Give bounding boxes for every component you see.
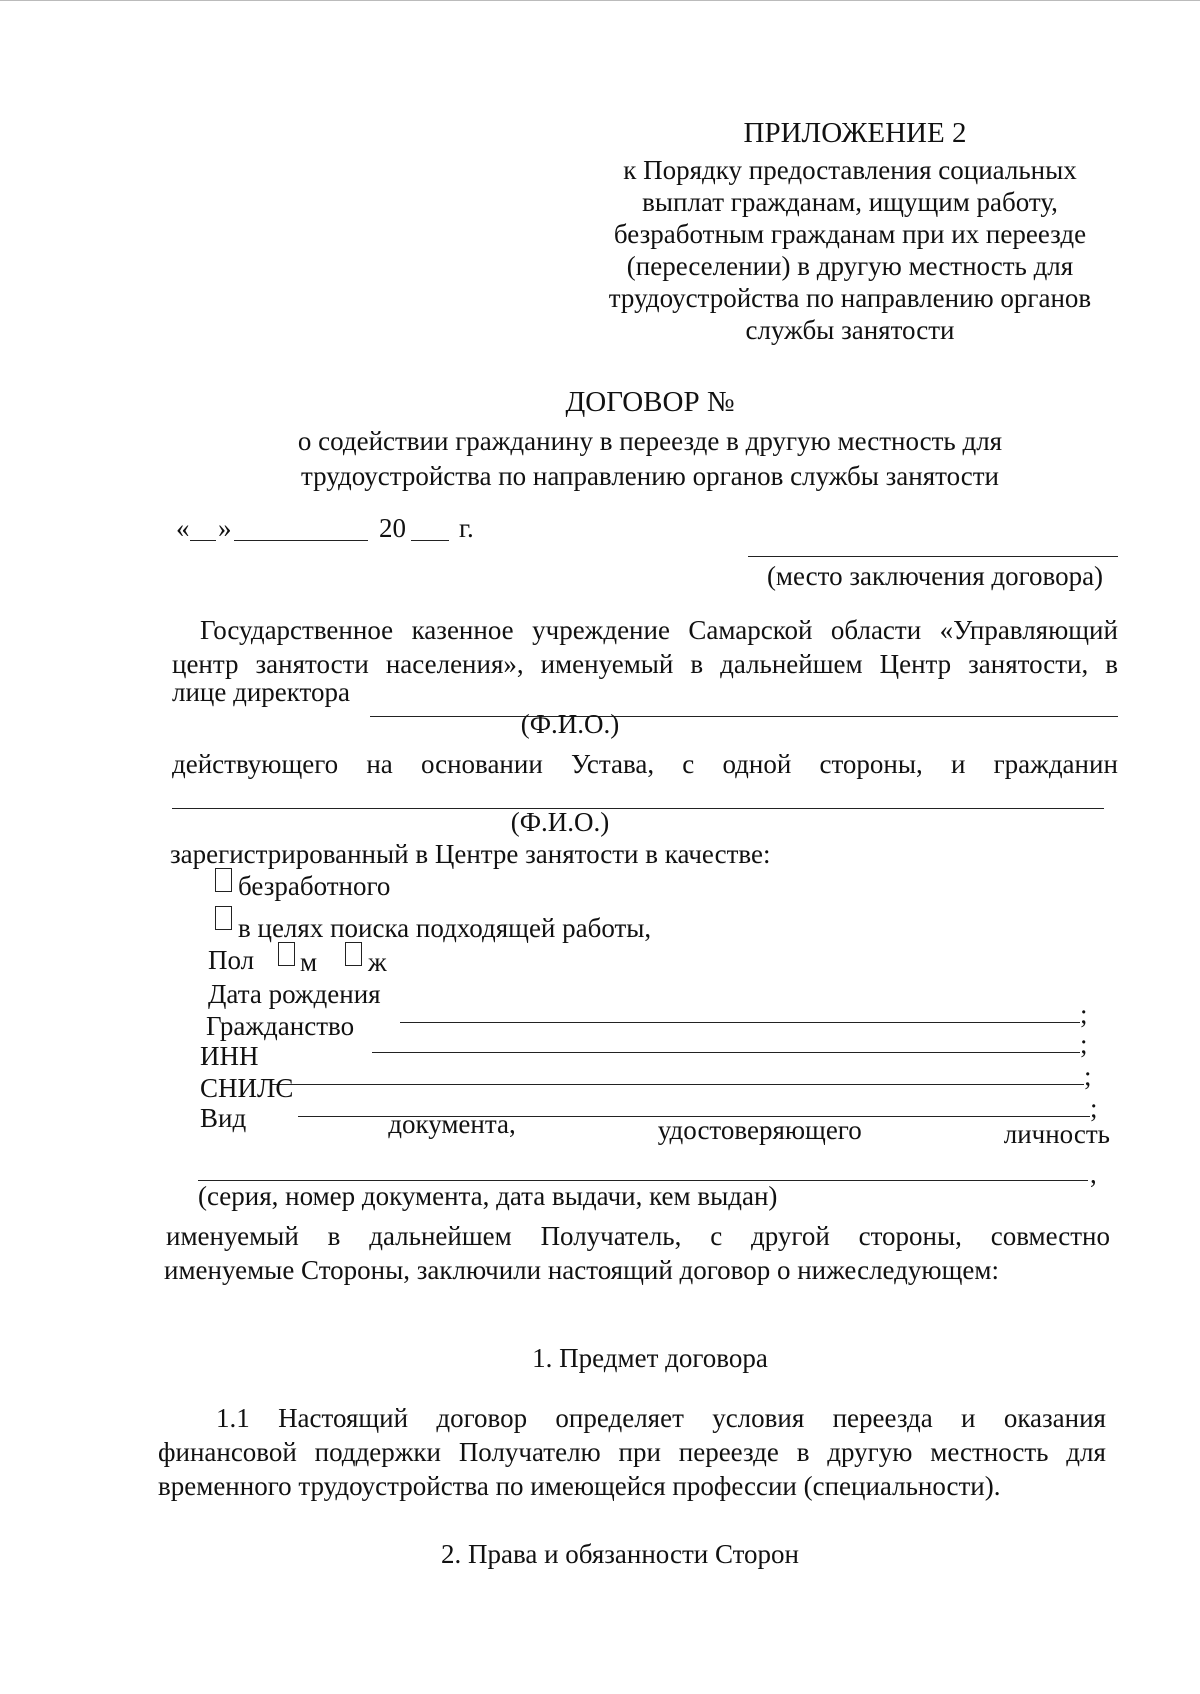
citizenship-end: ;	[1080, 1029, 1088, 1059]
word: именуемый	[166, 1221, 299, 1251]
word: центр	[172, 649, 239, 679]
inn-end: ;	[1084, 1061, 1092, 1091]
word: дальнейшем	[369, 1221, 512, 1251]
word: личность	[1003, 1119, 1110, 1149]
word: занятости,	[968, 649, 1089, 679]
parties-line-4	[172, 748, 1118, 780]
fio-caption-citizen: (Ф.И.О.)	[510, 807, 610, 837]
year-prefix: 20	[379, 513, 406, 543]
year-suffix: г.	[459, 513, 474, 543]
word: стороны,	[858, 1221, 962, 1251]
date-close-quote: »	[218, 513, 232, 543]
month-blank	[234, 540, 368, 541]
appendix-line: выплат гражданам, ищущим работу,	[642, 187, 1058, 217]
word: при	[618, 1437, 661, 1467]
citizenship-blank	[372, 1052, 1080, 1053]
word: одной	[722, 749, 792, 779]
word: удостоверяющего	[657, 1115, 862, 1145]
appendix-line: (переселении) в другую местность для	[626, 251, 1074, 281]
word: Центр	[879, 649, 952, 679]
word: Получатель,	[540, 1221, 682, 1251]
word: Государственное	[200, 615, 394, 645]
word: в	[690, 649, 704, 679]
word: документа,	[388, 1109, 516, 1139]
appendix-line: трудоустройства по направлению органов	[608, 283, 1092, 313]
snils-label: СНИЛС	[200, 1073, 294, 1103]
word: совместно	[990, 1221, 1110, 1251]
word: другой	[751, 1221, 830, 1251]
word: Самарской	[688, 615, 813, 645]
word: стороны,	[819, 749, 923, 779]
section-1-para-line-3: временного трудоустройства по имеющейся профессии (специальности).	[158, 1471, 1001, 1501]
id-doc-caption: (серия, номер документа, дата выдачи, кем выдан)	[198, 1181, 778, 1211]
word: условия	[712, 1403, 805, 1433]
word: оказания	[1003, 1403, 1106, 1433]
citizenship-label: Гражданство	[206, 1011, 355, 1041]
birth-date-blank	[400, 1022, 1080, 1023]
section-2-heading: 2. Права и обязанности Сторон	[440, 1539, 800, 1569]
id-doc-line	[200, 1103, 1110, 1149]
word: именуемый	[540, 649, 674, 679]
registered-as: зарегистрированный в Центре занятости в качестве:	[170, 839, 771, 869]
option-unemployed-label: безработного	[238, 871, 391, 901]
word: области	[830, 615, 922, 645]
checkbox-unemployed[interactable]	[215, 868, 232, 892]
word: Настоящий	[278, 1403, 409, 1433]
year-blank	[411, 540, 449, 541]
contract-subtitle-line: о содействии гражданину в переезде в другую местность для	[297, 426, 1003, 456]
word: финансовой	[158, 1437, 297, 1467]
sex-label: Пол	[208, 945, 255, 975]
fio-caption-director: (Ф.И.О.)	[520, 709, 620, 739]
word: в	[327, 1221, 341, 1251]
word: в	[796, 1437, 810, 1467]
word: гражданин	[993, 749, 1118, 779]
word: на	[366, 749, 393, 779]
place-caption: (место заключения договора)	[766, 561, 1104, 591]
word: 1.1	[216, 1403, 250, 1433]
place-blank	[748, 556, 1118, 557]
appendix-line: безработным гражданам при их переезде	[613, 219, 1087, 249]
word: Вид	[200, 1103, 247, 1133]
word: основании	[420, 749, 543, 779]
checkbox-sex-male[interactable]	[278, 942, 295, 966]
closing-line-1	[166, 1220, 1110, 1252]
word: для	[1066, 1437, 1106, 1467]
director-label: лице директора	[172, 677, 350, 707]
inn-label: ИНН	[200, 1041, 259, 1071]
date-open-quote: «	[176, 513, 190, 543]
snils-end: ;	[1090, 1093, 1098, 1123]
checkbox-job-search[interactable]	[215, 906, 232, 930]
day-blank	[190, 540, 216, 541]
contract-subtitle-line: трудоустройства по направлению органов службы занятости	[300, 461, 1000, 491]
birth-date-label: Дата рождения	[208, 979, 381, 1009]
word: в	[1105, 649, 1118, 679]
appendix-line: к Порядку предоставления социальных	[623, 155, 1077, 185]
word: переезде	[678, 1437, 779, 1467]
section-1-para-line-2	[158, 1436, 1106, 1468]
word: определяет	[555, 1403, 684, 1433]
inn-blank	[272, 1084, 1084, 1085]
word: населения»,	[385, 649, 524, 679]
word: Устава,	[570, 749, 655, 779]
word: и	[950, 749, 966, 779]
word: действующего	[172, 749, 339, 779]
appendix-title: ПРИЛОЖЕНИЕ 2	[743, 117, 967, 149]
word: и	[961, 1403, 976, 1433]
word: поддержки	[314, 1437, 441, 1467]
page-top-edge	[0, 0, 1200, 1]
word: учреждение	[532, 615, 670, 645]
birth-date-end: ;	[1080, 999, 1088, 1029]
option-job-search-label: в целях поиска подходящей работы,	[238, 913, 652, 943]
word: с	[710, 1221, 723, 1251]
sex-female-label: ж	[368, 947, 387, 977]
word: переезда	[832, 1403, 933, 1433]
id-doc-end: ,	[1090, 1159, 1097, 1189]
word: дальнейшем	[720, 649, 863, 679]
section-1-para-line-1	[216, 1402, 1106, 1434]
word: занятости	[255, 649, 369, 679]
contract-title: ДОГОВОР №	[565, 386, 735, 418]
word: с	[682, 749, 695, 779]
checkbox-sex-female[interactable]	[345, 942, 362, 966]
word: договор	[436, 1403, 528, 1433]
word: местность	[930, 1437, 1049, 1467]
section-1-heading: 1. Предмет договора	[532, 1343, 768, 1373]
word: казенное	[411, 615, 514, 645]
word: другую	[827, 1437, 913, 1467]
parties-line-1	[200, 614, 1118, 646]
closing-line-2: именуемые Стороны, заключили настоящий договор о нижеследующем:	[164, 1255, 999, 1285]
word: «Управляющий	[939, 615, 1118, 645]
sex-male-label: м	[300, 947, 318, 977]
word: Получателю	[458, 1437, 601, 1467]
appendix-line: службы занятости	[745, 315, 955, 345]
